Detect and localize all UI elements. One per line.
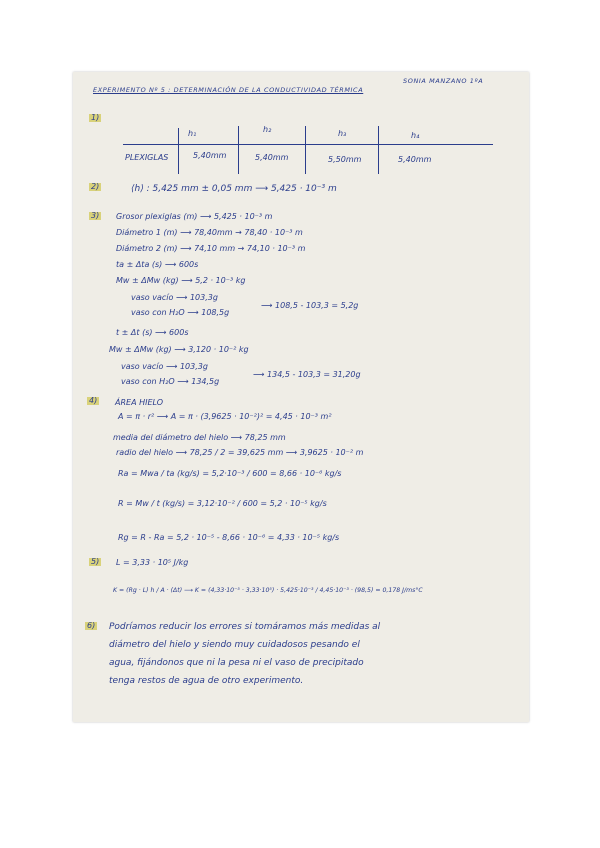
table-divider (305, 126, 306, 174)
conclusion-line: Podríamos reducir los errores si tomáramos más medidas al (109, 622, 381, 632)
rate-rg: Rg = R - Ra = 5,2 · 10⁻⁵ - 8,66 · 10⁻⁶ = 4,33 · 10⁻⁵ kg/s (118, 533, 340, 542)
table-row-label: PLEXIGLAS (125, 153, 169, 162)
section-4-number: 4) (89, 396, 98, 405)
mass-mw: Mw ± ΔMw (kg) ⟶ 5,2 · 10⁻³ kg (116, 276, 246, 285)
section-4-title: ÁREA HIELO (115, 398, 164, 407)
time-ta: ta ± Δta (s) ⟶ 600s (116, 260, 199, 269)
section-5-number: 5) (91, 557, 100, 566)
conclusion-line: diámetro del hielo y siendo muy cuidadosos pesando el (109, 640, 360, 650)
mass-mw-2: Mw ± ΔMw (kg) ⟶ 3,120 · 10⁻² kg (109, 345, 249, 354)
table-divider (378, 126, 379, 174)
rate-ra: Ra = Mwa / ta (kg/s) = 5,2·10⁻³ / 600 = 8,66 · 10⁻⁶ kg/s (118, 469, 342, 478)
section-2-number: 2) (91, 182, 100, 191)
diameter-2: Diámetro 2 (m) ⟶ 74,10 mm → 74,10 · 10⁻³ m (116, 244, 306, 253)
table-header-h1: h₁ (188, 129, 197, 138)
table-cell: 5,40mm (255, 153, 289, 162)
mean-height: ⟨h⟩ : 5,425 mm ± 0,05 mm ⟶ 5,425 · 10⁻³ m (131, 184, 337, 194)
mean-diameter: media del diámetro del hielo ⟶ 78,25 mm (113, 433, 286, 442)
diameter-1: Diámetro 1 (m) ⟶ 78,40mm → 78,40 · 10⁻³ m (116, 228, 303, 237)
conductivity-result: K = (Rg · L) h / A · (Δt) ⟶ K = (4,33·10⁻⁵ · 3,33·10⁵) · 5,425·10⁻³ / 4,45·10⁻³ · (98,5) = 0,178 J/ms°C (113, 587, 423, 594)
notebook-page (73, 72, 529, 722)
ice-radius: radio del hielo ⟶ 78,25 / 2 = 39,625 mm ⟶ 3,9625 · 10⁻² m (116, 448, 364, 457)
glass-water-mass-2: vaso con H₂O ⟶ 134,5g (121, 377, 220, 386)
conclusion-line: tenga restos de agua de otro experimento. (109, 676, 304, 686)
table-cell: 5,40mm (398, 155, 432, 164)
table-header-h3: h₃ (338, 129, 347, 138)
table-header-h2: h₂ (263, 125, 272, 134)
plexiglas-thickness: Grosor plexiglas (m) ⟶ 5,425 · 10⁻³ m (116, 212, 273, 221)
author-name: SONIA MANZANO 1ºA (403, 77, 484, 85)
table-cell: 5,40mm (193, 151, 227, 160)
area-formula: A = π · r² ⟶ A = π · (3,9625 · 10⁻²)² = 4,45 · 10⁻³ m² (118, 412, 332, 421)
rate-r: R = Mw / t (kg/s) = 3,12·10⁻² / 600 = 5,2 · 10⁻⁵ kg/s (118, 499, 327, 508)
table-divider (238, 126, 239, 174)
table-divider (178, 128, 179, 174)
empty-glass-mass-2: vaso vacío ⟶ 103,3g (121, 362, 208, 371)
document-title: EXPERIMENTO Nº 5 : DETERMINACIÓN DE LA CONDUCTIVIDAD TÉRMICA (93, 86, 364, 94)
section-3-number: 3) (91, 211, 100, 220)
table-header-h4: h₄ (411, 131, 420, 140)
latent-heat: L = 3,33 · 10⁵ J/kg (116, 558, 189, 567)
mass-difference: ⟶ 108,5 - 103,3 = 5,2g (261, 301, 359, 310)
mass-difference-2: ⟶ 134,5 - 103,3 = 31,20g (253, 370, 361, 379)
conclusion-line: agua, fijándonos que ni la pesa ni el vaso de precipitado (109, 658, 364, 668)
section-1-number: 1) (91, 113, 100, 122)
glass-water-mass: vaso con H₂O ⟶ 108,5g (131, 308, 230, 317)
empty-glass-mass: vaso vacío ⟶ 103,3g (131, 293, 218, 302)
time-t: t ± Δt (s) ⟶ 600s (116, 328, 189, 337)
table-cell: 5,50mm (328, 155, 362, 164)
section-6-number: 6) (87, 621, 96, 630)
